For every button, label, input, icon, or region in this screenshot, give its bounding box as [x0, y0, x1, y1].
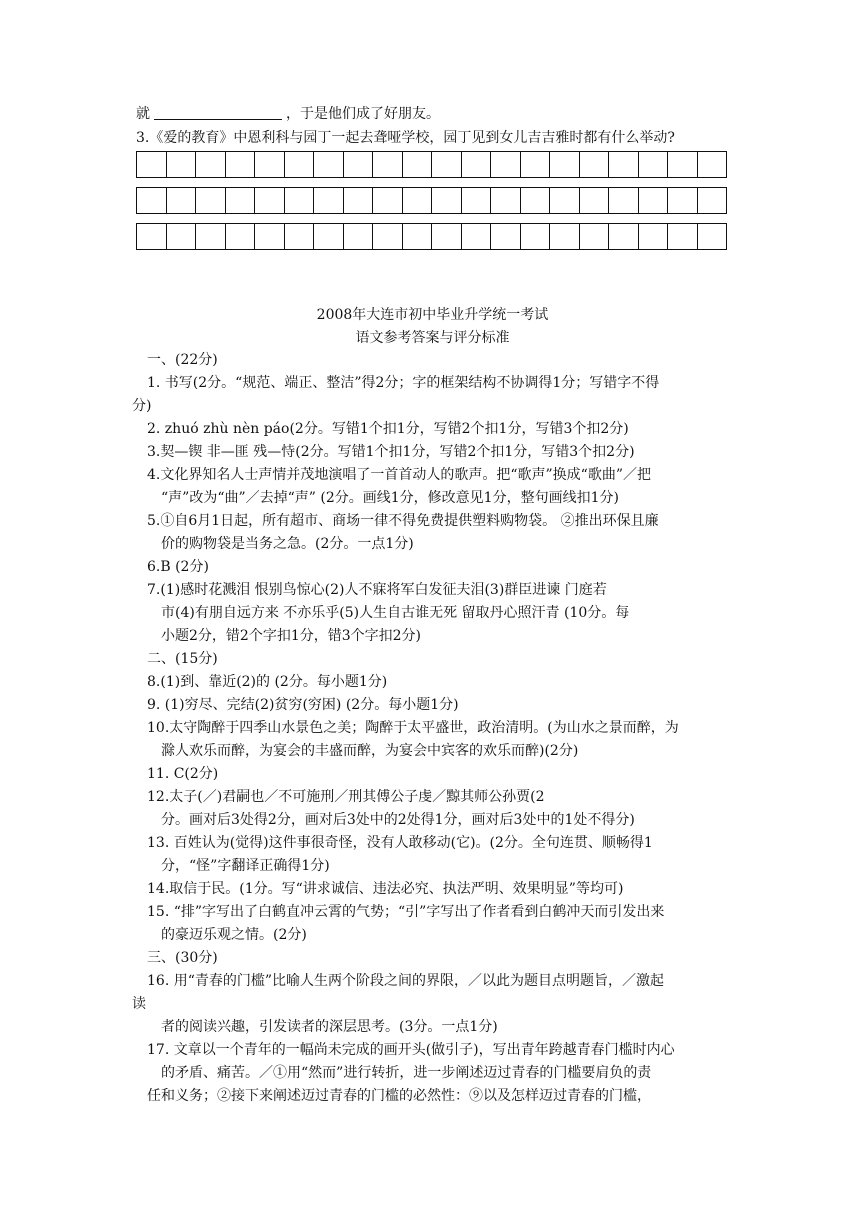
answer-line: 9. (1)穷尽、完结(2)贫穷(穷困) (2分。每小题1分) [147, 697, 459, 713]
answer-blank[interactable] [154, 105, 282, 120]
answer-line: 13. 百姓认为(觉得)这件事很奇怪，没有人敢移动(它)。(2分。全句连贯、顺畅得1 [147, 835, 653, 851]
grid-cell[interactable] [255, 188, 285, 214]
grid-cell[interactable] [167, 152, 197, 178]
grid-cell[interactable] [285, 152, 315, 178]
grid-cell[interactable] [639, 224, 669, 250]
answers-title: 2008年大连市初中毕业升学统一考试 [316, 307, 549, 323]
grid-cell[interactable] [580, 152, 610, 178]
question-3: 3.《爱的教育》中恩利科与园丁一起去聋哑学校，园丁见到女儿吉吉雅时都有什么举动? [136, 130, 675, 146]
answer-line: 8.(1)到、靠近(2)的 (2分。每小题1分) [147, 674, 388, 690]
grid-cell[interactable] [432, 188, 462, 214]
grid-cell[interactable] [491, 188, 521, 214]
answer-line: 一、(22分) [147, 352, 218, 368]
grid-cell[interactable] [314, 224, 344, 250]
answer-line: 4.文化界知名人士声情并茂地演唱了一首首动人的歌声。把“歌声”换成“歌曲”／把 [147, 467, 651, 483]
grid-cell[interactable] [550, 224, 580, 250]
grid-cell[interactable] [609, 188, 639, 214]
grid-cell[interactable] [462, 188, 492, 214]
grid-cell[interactable] [639, 188, 669, 214]
grid-cell[interactable] [373, 188, 403, 214]
grid-cell[interactable] [403, 152, 433, 178]
answer-line: 16. 用“青春的门槛”比喻人生两个阶段之间的界限，／以此为题目点明题旨，／激起 [147, 973, 665, 989]
grid-cell[interactable] [668, 224, 698, 250]
answer-line: 小题2分，错2个字扣1分，错3个字扣2分) [161, 628, 421, 644]
grid-cell[interactable] [344, 224, 374, 250]
answer-line: 三、(30分) [147, 950, 218, 966]
grid-cell[interactable] [580, 224, 610, 250]
grid-cell[interactable] [255, 224, 285, 250]
grid-cell[interactable] [314, 152, 344, 178]
grid-cell[interactable] [226, 224, 256, 250]
grid-cell[interactable] [609, 224, 639, 250]
q2-suffix: ，于是他们成了好朋友。 [286, 106, 440, 122]
answer-line: 二、(15分) [147, 651, 218, 667]
grid-cell[interactable] [285, 224, 315, 250]
grid-cell[interactable] [137, 224, 167, 250]
answer-line: 12.太子(／)君嗣也／不可施刑／刑其傅公子虔／黥其师公孙贾(2 [147, 789, 545, 805]
grid-cell[interactable] [521, 188, 551, 214]
answer-line: 分，“怪”字翻译正确得1分) [161, 858, 330, 874]
grid-cell[interactable] [580, 188, 610, 214]
answer-line: 1. 书写(2分。“规范、端正、整洁”得2分；字的框架结构不协调得1分；写错字不得 [147, 375, 660, 391]
answer-line: 分。画对后3处得2分，画对后3处中的2处得1分，画对后3处中的1处不得分) [161, 812, 635, 828]
answer-line: 11. C(2分) [147, 766, 219, 782]
answer-line: 市(4)有朋自远方来 不亦乐乎(5)人生自古谁无死 留取丹心照汗青 (10分。每 [161, 605, 630, 621]
grid-cell[interactable] [698, 188, 728, 214]
grid-cell[interactable] [698, 224, 728, 250]
grid-cell[interactable] [196, 224, 226, 250]
grid-cell[interactable] [285, 188, 315, 214]
grid-cell[interactable] [344, 152, 374, 178]
grid-cell[interactable] [255, 152, 285, 178]
q2-prefix: 就 [136, 106, 150, 122]
grid-cell[interactable] [373, 224, 403, 250]
grid-cell[interactable] [491, 224, 521, 250]
answer-line: 15. “排”字写出了白鹤直冲云霄的气势；“引”字写出了作者看到白鹤冲天而引发出来 [147, 904, 665, 920]
answer-line: 者的阅读兴趣，引发读者的深层思考。(3分。一点1分) [161, 1019, 498, 1035]
answer-grid-row-3[interactable] [136, 223, 727, 250]
grid-cell[interactable] [432, 152, 462, 178]
answers-subtitle: 语文参考答案与评分标准 [355, 330, 510, 346]
grid-cell[interactable] [196, 152, 226, 178]
answer-line: 的矛盾、痛苦。／①用“然而”进行转折，进一步阐述迈过青春的门槛要肩负的责 [161, 1065, 652, 1081]
answer-line: 14.取信于民。(1分。写“讲求诚信、违法必究、执法严明、效果明显”等均可) [147, 881, 624, 897]
grid-cell[interactable] [491, 152, 521, 178]
answer-line: 滁人欢乐而醉，为宴会的丰盛而醉，为宴会中宾客的欢乐而醉)(2分) [161, 743, 579, 759]
answer-grid-row-2[interactable] [136, 187, 727, 214]
answer-line: 7.(1)感时花溅泪 恨别鸟惊心(2)人不寐将军白发征夫泪(3)群臣进谏 门庭若 [147, 582, 607, 598]
answer-line: 10.太守陶醉于四季山水景色之美；陶醉于太平盛世，政治清明。(为山水之景而醉，为 [147, 720, 679, 736]
answer-line: 价的购物袋是当务之急。(2分。一点1分) [161, 536, 414, 552]
grid-cell[interactable] [521, 152, 551, 178]
grid-cell[interactable] [314, 188, 344, 214]
answer-line: 的豪迈乐观之情。(2分) [161, 927, 307, 943]
grid-cell[interactable] [550, 152, 580, 178]
answer-line: 3.契—锲 非—匪 残—恃(2分。写错1个扣1分，写错2个扣1分，写错3个扣2分) [147, 444, 635, 460]
answer-line: 读 [132, 996, 146, 1012]
grid-cell[interactable] [550, 188, 580, 214]
grid-cell[interactable] [344, 188, 374, 214]
grid-cell[interactable] [167, 224, 197, 250]
grid-cell[interactable] [462, 224, 492, 250]
grid-cell[interactable] [403, 224, 433, 250]
grid-cell[interactable] [373, 152, 403, 178]
grid-cell[interactable] [668, 152, 698, 178]
answer-grid-row-1[interactable] [136, 151, 727, 178]
grid-cell[interactable] [167, 188, 197, 214]
grid-cell[interactable] [226, 188, 256, 214]
answer-line: 2. zhuó zhù nèn páo(2分。写错1个扣1分，写错2个扣1分，写错3个扣2分) [147, 421, 629, 437]
grid-cell[interactable] [432, 224, 462, 250]
grid-cell[interactable] [137, 188, 167, 214]
answer-line: 6.B (2分) [147, 559, 209, 575]
grid-cell[interactable] [698, 152, 728, 178]
answer-line: “声”改为“曲”／去掉“声” (2分。画线1分，修改意见1分，整句画线扣1分) [161, 490, 619, 506]
grid-cell[interactable] [137, 152, 167, 178]
grid-cell[interactable] [609, 152, 639, 178]
answer-line: 17. 文章以一个青年的一幅尚未完成的画开头(做引子)，写出青年跨越青春门槛时内心 [147, 1042, 675, 1058]
grid-cell[interactable] [521, 224, 551, 250]
grid-cell[interactable] [226, 152, 256, 178]
grid-cell[interactable] [196, 188, 226, 214]
grid-cell[interactable] [403, 188, 433, 214]
answer-line: 分) [132, 398, 152, 414]
grid-cell[interactable] [639, 152, 669, 178]
question-2-continuation [136, 104, 440, 124]
grid-cell[interactable] [462, 152, 492, 178]
answer-line: 5.①自6月1日起，所有超市、商场一律不得免费提供塑料购物袋。 ②推出环保且廉 [147, 513, 659, 529]
grid-cell[interactable] [668, 188, 698, 214]
answer-line: 任和义务；②接下来阐述迈过青春的门槛的必然性：⑨以及怎样迈过青春的门槛， [147, 1088, 651, 1104]
